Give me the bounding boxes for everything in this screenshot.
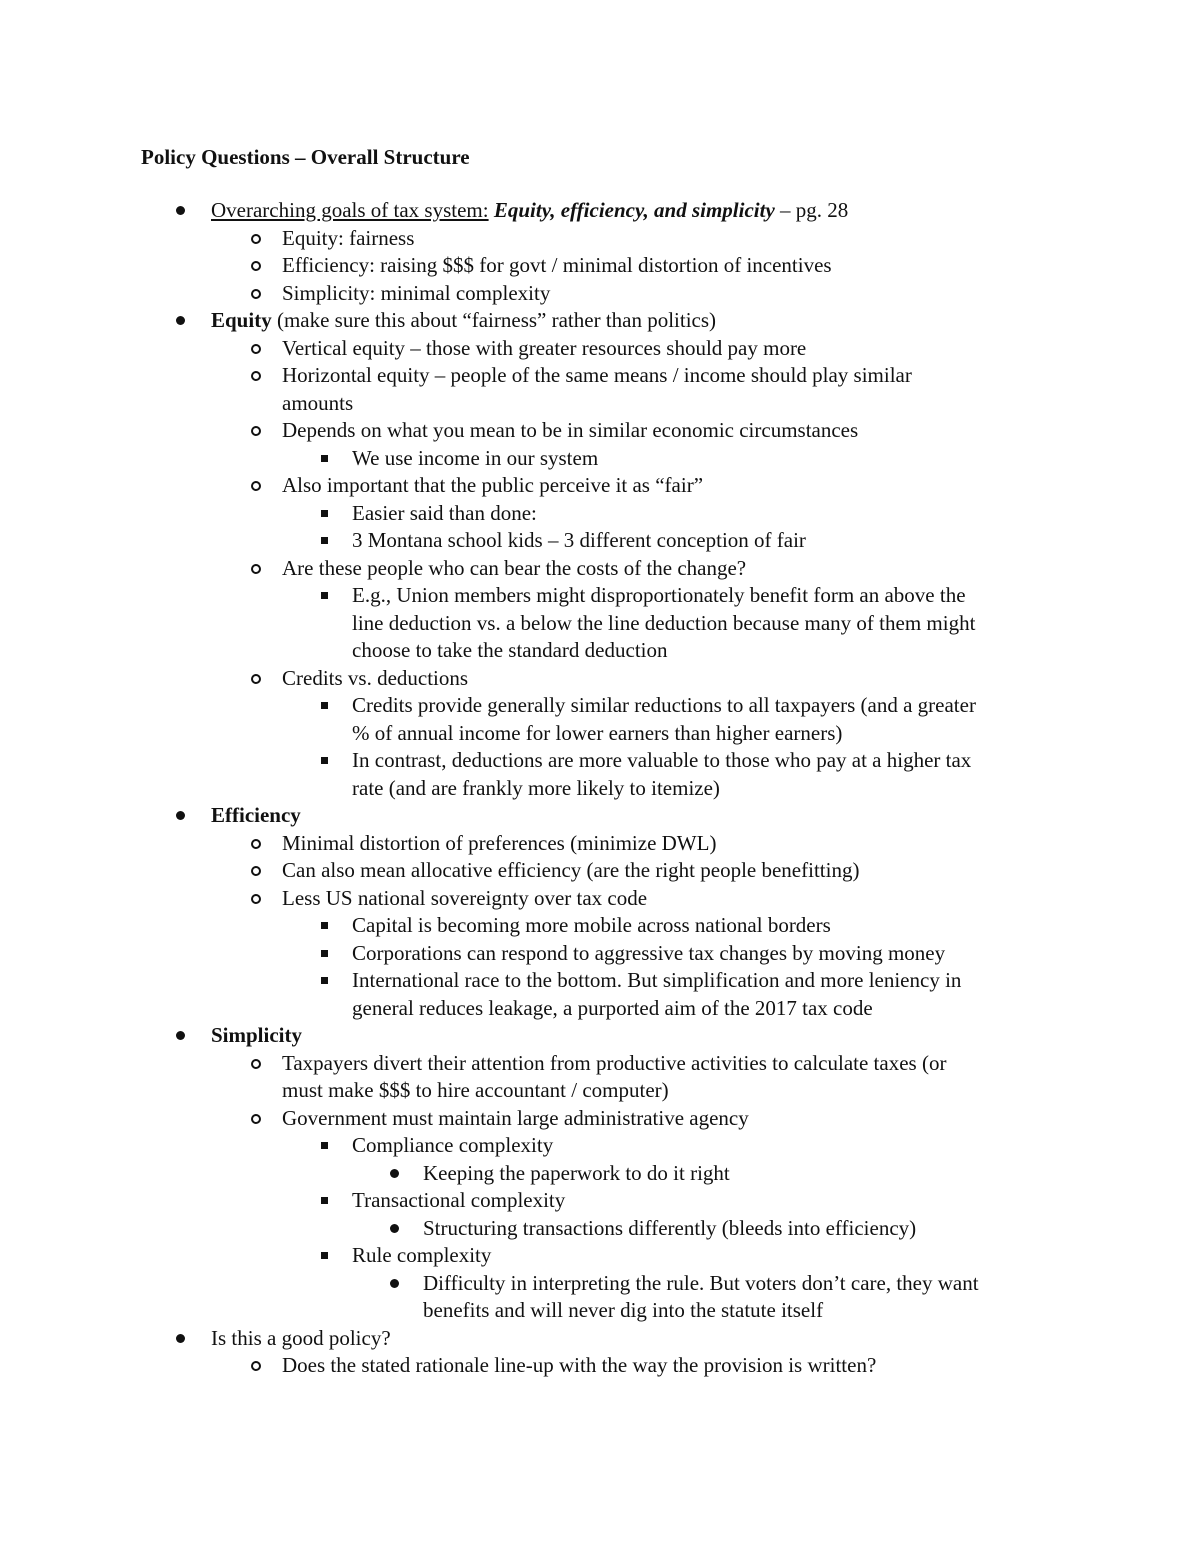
list-item-text — [352, 966, 961, 994]
bullet-icon — [249, 1351, 263, 1379]
bullet-icon — [318, 1131, 332, 1159]
text-run: Are these people who can bear the costs of the change? — [282, 555, 747, 580]
list-item — [0, 774, 1200, 802]
list-item — [0, 911, 1200, 939]
text-run: % of annual income for lower earners than higher earners) — [352, 720, 843, 745]
list-item-text — [282, 279, 550, 307]
text-run: Easier said than done: — [352, 500, 537, 525]
list-item — [0, 279, 1200, 307]
bullet-icon — [174, 801, 188, 829]
list-item-text — [352, 1186, 565, 1214]
list-item-text — [282, 251, 832, 279]
text-run: Rule complexity — [352, 1243, 492, 1267]
bullet-icon — [318, 939, 332, 967]
bullet-icon — [388, 1159, 402, 1187]
text-run: Less US national sovereignty over tax code — [282, 885, 648, 910]
list-item — [0, 1269, 1200, 1297]
text-run: Credits vs. deductions — [282, 665, 469, 690]
text-run: – pg. 28 — [774, 198, 849, 222]
list-item-text — [282, 389, 353, 417]
bullet-icon — [318, 581, 332, 609]
list-item — [0, 416, 1200, 444]
text-run: 3 Montana school kids – 3 different conception of fair — [352, 528, 806, 552]
list-item-text — [352, 774, 720, 802]
list-item — [0, 1186, 1200, 1214]
bullet-icon — [249, 279, 263, 307]
bullet-icon — [174, 1021, 188, 1049]
list-item — [0, 1076, 1200, 1104]
text-run: Minimal distortion of preferences (minimize DWL) — [282, 830, 717, 855]
text-run: Equity: fairness — [282, 225, 415, 250]
list-item — [0, 251, 1200, 279]
text-run: choose to take the standard deduction — [352, 638, 668, 662]
bullet-icon — [249, 856, 263, 884]
text-run: general reduces leakage, a purported aim of the 2017 tax code — [352, 995, 873, 1020]
list-item — [0, 499, 1200, 527]
list-item — [0, 526, 1200, 554]
list-item — [0, 829, 1200, 857]
page-title: Policy Questions – Overall Structure — [141, 145, 470, 169]
text-run: Structuring transactions differently (bleeds into efficiency) — [423, 1215, 917, 1240]
list-item — [0, 389, 1200, 417]
list-item — [0, 1049, 1200, 1077]
list-item-text — [282, 471, 703, 499]
list-item — [0, 994, 1200, 1022]
text-run: benefits and will never dig into the statute itself — [423, 1298, 824, 1322]
bullet-icon — [318, 966, 332, 994]
list-item — [0, 884, 1200, 912]
list-item-text — [211, 1021, 302, 1049]
list-item-text — [352, 746, 971, 774]
text-run: Overarching goals of tax system: — [211, 198, 489, 222]
text-run: Can also mean allocative efficiency (are the right people benefitting) — [282, 858, 860, 882]
text-run: Simplicity: minimal complexity — [282, 280, 551, 305]
list-item-text — [352, 1241, 491, 1269]
list-item — [0, 1104, 1200, 1132]
bullet-icon — [318, 499, 332, 527]
bullet-icon — [318, 526, 332, 554]
list-item — [0, 361, 1200, 389]
list-item — [0, 306, 1200, 334]
bullet-icon — [249, 884, 263, 912]
bullet-icon — [249, 224, 263, 252]
list-item — [0, 581, 1200, 609]
list-item — [0, 444, 1200, 472]
text-run: rate (and are frankly more likely to itemize) — [352, 775, 720, 800]
list-item — [0, 1296, 1200, 1324]
bullet-icon — [318, 1186, 332, 1214]
bullet-icon — [388, 1214, 402, 1242]
list-item — [0, 746, 1200, 774]
text-run: line deduction vs. a below the line deduction because many of them might — [352, 610, 976, 635]
list-item-text — [282, 334, 806, 362]
bullet-icon — [174, 1324, 188, 1352]
list-item-text — [423, 1269, 979, 1297]
bullet-icon — [249, 1104, 263, 1132]
list-item-text — [352, 994, 873, 1022]
list-item — [0, 1324, 1200, 1352]
text-run: Depends on what you mean to be in similar economic circumstances — [282, 418, 859, 442]
list-item — [0, 801, 1200, 829]
list-item — [0, 856, 1200, 884]
bullet-icon — [249, 554, 263, 582]
text-run: International race to the bottom. But simplification and more leniency in — [352, 968, 962, 992]
list-item-text — [282, 416, 858, 444]
list-item-text — [352, 939, 945, 967]
list-item-text — [282, 664, 468, 692]
bullet-icon — [388, 1269, 402, 1297]
list-item-text — [211, 196, 848, 224]
list-item-text — [282, 1351, 876, 1379]
text-run: (make sure this about “fairness” rather than politics) — [271, 308, 717, 332]
bullet-icon — [174, 196, 188, 224]
list-item-text — [352, 636, 667, 664]
bullet-icon — [318, 1241, 332, 1269]
list-item-text — [282, 856, 859, 884]
list-item-text — [282, 554, 746, 582]
text-run: Efficiency — [211, 803, 301, 827]
bullet-icon — [249, 471, 263, 499]
list-item — [0, 1021, 1200, 1049]
list-item — [0, 1351, 1200, 1379]
text-run: Difficulty in interpreting the rule. But voters don’t care, they want — [423, 1270, 979, 1295]
bullet-icon — [249, 829, 263, 857]
list-item — [0, 939, 1200, 967]
list-item — [0, 196, 1200, 224]
list-item-text — [352, 691, 976, 719]
list-item-text — [352, 911, 831, 939]
list-item — [0, 664, 1200, 692]
text-run: Vertical equity – those with greater resources should pay more — [282, 335, 807, 360]
bullet-icon — [174, 306, 188, 334]
list-item-text — [211, 801, 301, 829]
list-item — [0, 1214, 1200, 1242]
text-run: Transactional complexity — [352, 1188, 566, 1212]
list-item — [0, 1131, 1200, 1159]
list-item-text — [352, 609, 975, 637]
list-item-text — [423, 1159, 730, 1187]
list-item-text — [211, 1324, 391, 1352]
text-run: E.g., Union members might disproportionately benefit form an above the — [352, 583, 966, 607]
text-run: Is this a good policy? — [211, 1325, 391, 1350]
list-item — [0, 334, 1200, 362]
text-run: Government must maintain large administrative agency — [282, 1105, 749, 1130]
list-item-text — [282, 1049, 946, 1077]
list-item — [0, 966, 1200, 994]
text-run: Also important that the public perceive it as “fair” — [282, 473, 704, 497]
list-item — [0, 691, 1200, 719]
list-item-text — [352, 1131, 553, 1159]
list-item-text — [282, 829, 716, 857]
list-item — [0, 1241, 1200, 1269]
list-item — [0, 1159, 1200, 1187]
bullet-icon — [249, 664, 263, 692]
bullet-icon — [249, 334, 263, 362]
text-run: must make $$$ to hire accountant / computer) — [282, 1078, 669, 1102]
text-run: Corporations can respond to aggressive tax changes by moving money — [352, 940, 946, 965]
bullet-icon — [318, 444, 332, 472]
list-item-text — [282, 224, 414, 252]
text-run: Credits provide generally similar reductions to all taxpayers (and a greater — [352, 693, 976, 717]
list-item-text — [352, 581, 966, 609]
text-run: amounts — [282, 390, 354, 415]
list-item — [0, 554, 1200, 582]
text-run: Equity — [211, 308, 272, 332]
bullet-icon — [318, 691, 332, 719]
list-item-text — [352, 499, 537, 527]
list-item-text — [352, 719, 842, 747]
bullet-icon — [249, 1049, 263, 1077]
bullet-icon — [318, 911, 332, 939]
text-run: Taxpayers divert their attention from productive activities to calculate taxes (or — [282, 1050, 947, 1075]
list-item-text — [282, 361, 912, 389]
text-run: We use income in our system — [352, 445, 599, 470]
list-item — [0, 609, 1200, 637]
bullet-icon — [318, 746, 332, 774]
text-run: Does the stated rationale line-up with the way the provision is written? — [282, 1353, 877, 1377]
list-item — [0, 719, 1200, 747]
text-run: Compliance complexity — [352, 1133, 554, 1157]
list-item-text — [211, 306, 716, 334]
bullet-icon — [249, 251, 263, 279]
list-item-text — [423, 1296, 823, 1324]
list-item-text — [282, 884, 647, 912]
list-item — [0, 636, 1200, 664]
list-item-text — [352, 526, 806, 554]
list-item-text — [352, 444, 598, 472]
text-run: Efficiency: raising $$$ for govt / minimal distortion of incentives — [282, 253, 832, 277]
text-run: Keeping the paperwork to do it right — [423, 1160, 730, 1185]
text-run: Capital is becoming more mobile across national borders — [352, 913, 831, 937]
text-run: Simplicity — [211, 1023, 303, 1047]
text-run: Equity, efficiency, and simplicity — [493, 198, 775, 222]
list-item — [0, 224, 1200, 252]
list-item-text — [282, 1076, 669, 1104]
bullet-icon — [249, 361, 263, 389]
list-item — [0, 471, 1200, 499]
text-run: Horizontal equity – people of the same means / income should play similar — [282, 363, 912, 387]
text-run: In contrast, deductions are more valuable to those who pay at a higher tax — [352, 748, 972, 772]
list-item-text — [282, 1104, 749, 1132]
list-item-text — [423, 1214, 916, 1242]
bullet-icon — [249, 416, 263, 444]
